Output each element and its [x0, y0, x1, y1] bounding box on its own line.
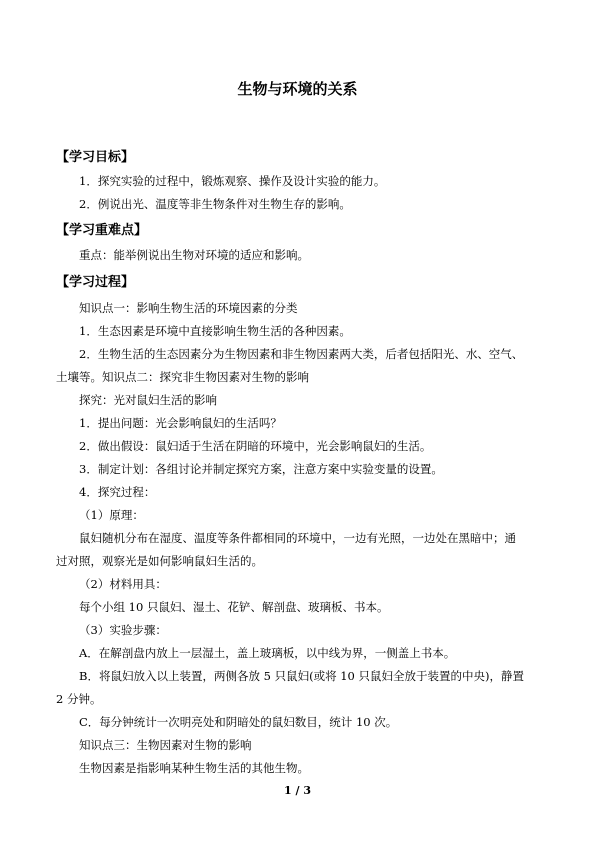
process-line: 每个小组 10 只鼠妇、湿土、花铲、解剖盘、玻璃板、书本。 — [79, 600, 389, 614]
process-line: 1．生态因素是环境中直接影响生物生活的各种因素。 — [79, 324, 351, 338]
section-heading-key-points: 【学习重难点】 — [56, 223, 148, 238]
process-line: （2）材料用具： — [79, 577, 167, 591]
process-line: 鼠妇随机分布在湿度、温度等条件都相同的环境中，一边有光照，一边处在黑暗中；通 — [79, 531, 516, 545]
process-line: 探究：光对鼠妇生活的影响 — [79, 393, 217, 407]
process-line: （3）实验步骤： — [79, 623, 167, 637]
goal-item: 2．例说出光、温度等非生物条件对生物生存的影响。 — [79, 197, 351, 211]
process-line: 4．探究过程： — [79, 485, 156, 499]
process-line: C．每分钟统计一次明亮处和阴暗处的鼠妇数目，统计 10 次。 — [79, 715, 398, 729]
process-line: 2．做出假设：鼠妇适于生活在阴暗的环境中，光会影响鼠妇的生活。 — [79, 439, 432, 453]
key-point-item: 重点：能举例说出生物对环境的适应和影响。 — [79, 248, 309, 262]
section-heading-process: 【学习过程】 — [56, 275, 135, 290]
process-line: 知识点一：影响生物生活的环境因素的分类 — [79, 301, 298, 315]
process-line: 知识点三：生物因素对生物的影响 — [79, 738, 252, 752]
process-line: 2 分钟。 — [56, 692, 102, 706]
process-line: 过对照，观察光是如何影响鼠妇生活的。 — [56, 554, 263, 568]
process-line: 生物因素是指影响某种生物生活的其他生物。 — [79, 761, 309, 775]
page-number: 1 / 3 — [284, 784, 311, 797]
section-heading-goals: 【学习目标】 — [56, 150, 135, 165]
process-line: （1）原理： — [79, 508, 144, 522]
process-line: 土壤等。知识点二：探究非生物因素对生物的影响 — [56, 370, 309, 384]
goal-item: 1．探究实验的过程中，锻炼观察、操作及设计实验的能力。 — [79, 174, 386, 188]
process-line: B．将鼠妇放入以上装置，两侧各放 5 只鼠妇(或将 10 只鼠妇全放于装置的中央)，静置 — [79, 669, 524, 683]
process-line: 3．制定计划：各组讨论并制定探究方案，注意方案中实验变量的设置。 — [79, 462, 443, 476]
process-line: A．在解剖盘内放上一层湿土，盖上玻璃板，以中线为界，一侧盖上书本。 — [79, 646, 456, 660]
process-line: 2．生物生活的生态因素分为生物因素和非生物因素两大类，后者包括阳光、水、空气、 — [79, 347, 524, 361]
process-line: 1．提出问题：光会影响鼠妇的生活吗？ — [79, 416, 282, 430]
page-title: 生物与环境的关系 — [237, 80, 358, 98]
